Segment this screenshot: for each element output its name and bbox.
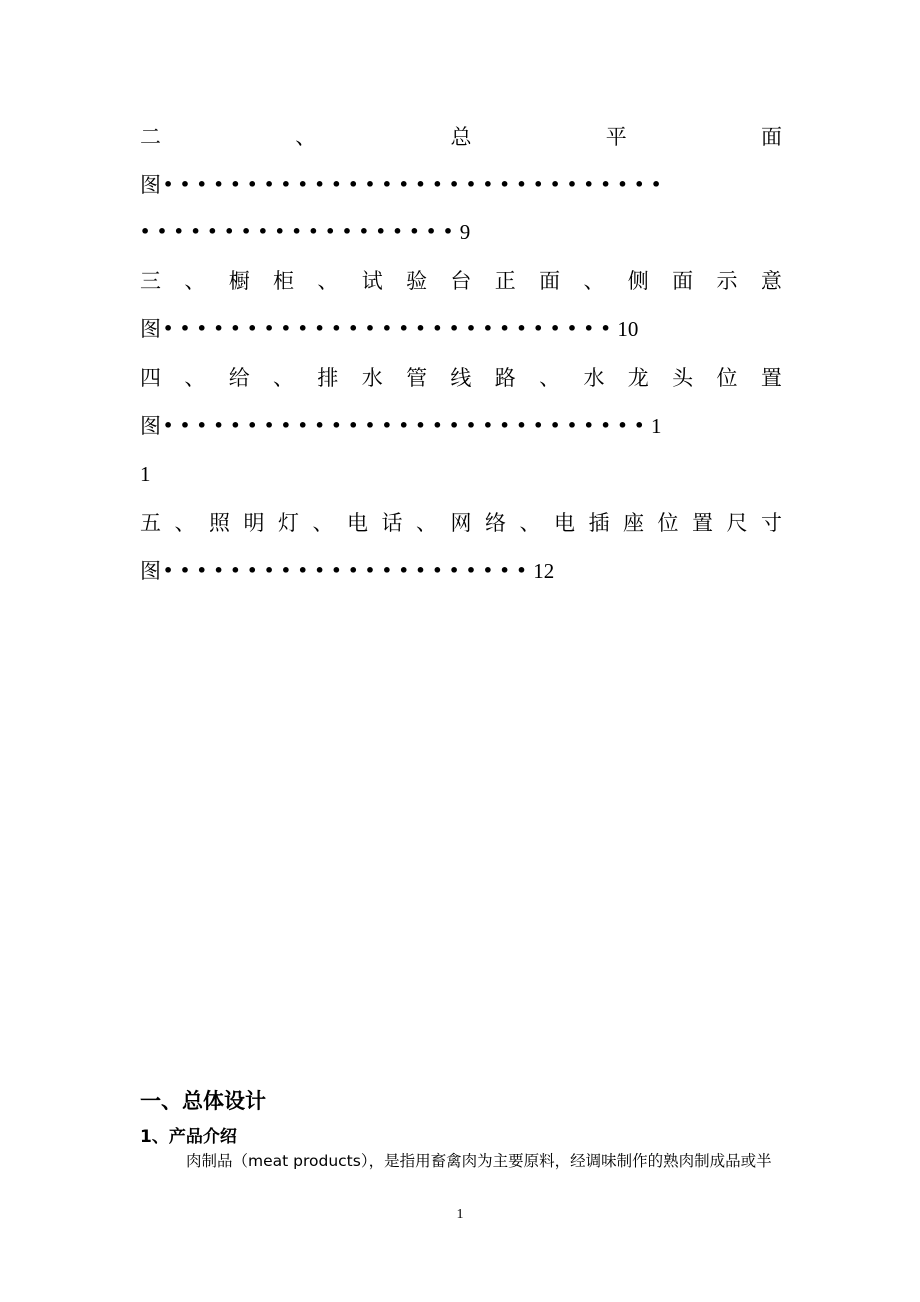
toc-char: 路 <box>494 366 516 390</box>
toc-char: 水 <box>583 366 605 390</box>
toc-char: 四 <box>140 366 161 390</box>
toc-cont-char: 图 <box>140 559 161 583</box>
toc-char: 话 <box>381 511 403 535</box>
toc-char: 管 <box>406 366 428 390</box>
toc-char: 灯 <box>278 511 299 535</box>
toc-char: 、 <box>416 511 437 535</box>
toc-item-2-leader-cont[interactable] <box>140 217 782 247</box>
toc-leader-dots: ••••••••••••••••••••••••••••• <box>163 416 651 435</box>
toc-item-2-title <box>140 122 782 152</box>
toc-char: 给 <box>228 366 250 390</box>
toc-char: 总 <box>450 125 472 149</box>
toc-char: 座 <box>623 511 644 535</box>
toc-item-4-page-cont <box>140 459 782 489</box>
toc-char: 网 <box>450 511 472 535</box>
toc-char: 、 <box>295 125 317 149</box>
toc-item-5-title <box>140 508 782 538</box>
toc-page-number: 1 <box>140 462 151 486</box>
toc-item-3-leader[interactable] <box>140 314 782 344</box>
toc-item-2-leader[interactable] <box>140 170 782 200</box>
toc-item-5-leader[interactable] <box>140 556 782 586</box>
toc-char: 电 <box>347 511 368 535</box>
body-paragraph: 肉制品（meat products），是指用畜禽肉为主要原料，经调味制作的熟肉制成品或半 <box>186 1152 772 1170</box>
toc-char: 、 <box>519 511 541 535</box>
toc-char: 、 <box>184 269 206 293</box>
toc-cont-char: 图 <box>140 173 161 197</box>
toc-char: 橱 <box>228 269 250 293</box>
toc-cont-char: 图 <box>140 414 161 438</box>
toc-char: 龙 <box>627 366 649 390</box>
toc-item-4-leader[interactable] <box>140 411 782 441</box>
toc-leader-dots: •••••••••••••••••••••••••••••• <box>163 175 668 194</box>
toc-char: 电 <box>554 511 575 535</box>
toc-page-number: 1 <box>650 414 662 438</box>
toc-char: 二 <box>140 125 161 149</box>
toc-char: 排 <box>317 366 339 390</box>
toc-char: 头 <box>672 366 694 390</box>
toc-char: 五 <box>140 511 161 535</box>
toc-char: 侧 <box>627 269 649 293</box>
toc-char: 平 <box>605 125 627 149</box>
toc-char: 位 <box>657 511 679 535</box>
toc-page-number: 10 <box>617 317 639 341</box>
toc-page-number: 9 <box>459 220 471 244</box>
toc-char: 台 <box>450 269 472 293</box>
toc-item-3-title <box>140 266 782 296</box>
toc-char: 面 <box>539 269 561 293</box>
toc-page-number: 12 <box>533 559 555 583</box>
toc-char: 水 <box>361 366 383 390</box>
toc-char: 三 <box>140 269 161 293</box>
toc-leader-dots: •••••••••••••••••••••• <box>163 561 534 580</box>
toc-char: 照 <box>209 511 230 535</box>
toc-char: 寸 <box>761 511 782 535</box>
toc-char: 面 <box>672 269 694 293</box>
toc-char: 面 <box>761 125 782 149</box>
toc-char: 正 <box>494 269 516 293</box>
section-heading: 一、总体设计 <box>140 1089 266 1113</box>
toc-char: 位 <box>716 366 738 390</box>
toc-char: 、 <box>312 511 334 535</box>
toc-leader-dots: ••••••••••••••••••••••••••• <box>163 319 618 338</box>
toc-char: 线 <box>450 366 472 390</box>
toc-char: 、 <box>539 366 561 390</box>
toc-char: 试 <box>361 269 383 293</box>
toc-char: 络 <box>485 511 506 535</box>
toc-char: 示 <box>716 269 738 293</box>
toc-char: 、 <box>317 269 339 293</box>
toc-item-4-title <box>140 363 782 393</box>
toc-char: 置 <box>760 366 782 390</box>
toc-char: 、 <box>174 511 196 535</box>
toc-char: 验 <box>406 269 428 293</box>
toc-char: 尺 <box>726 511 748 535</box>
toc-char: 、 <box>583 269 605 293</box>
page-footer-number: 1 <box>456 1207 464 1222</box>
toc-char: 柜 <box>273 269 295 293</box>
toc-char: 、 <box>184 366 206 390</box>
toc-char: 、 <box>273 366 295 390</box>
toc-char: 意 <box>760 269 782 293</box>
toc-char: 插 <box>588 511 610 535</box>
toc-char: 明 <box>243 511 265 535</box>
section-subheading: 1、产品介绍 <box>140 1127 237 1147</box>
toc-char: 置 <box>692 511 713 535</box>
toc-leader-dots: ••••••••••••••••••• <box>140 222 460 241</box>
toc-cont-char: 图 <box>140 317 161 341</box>
